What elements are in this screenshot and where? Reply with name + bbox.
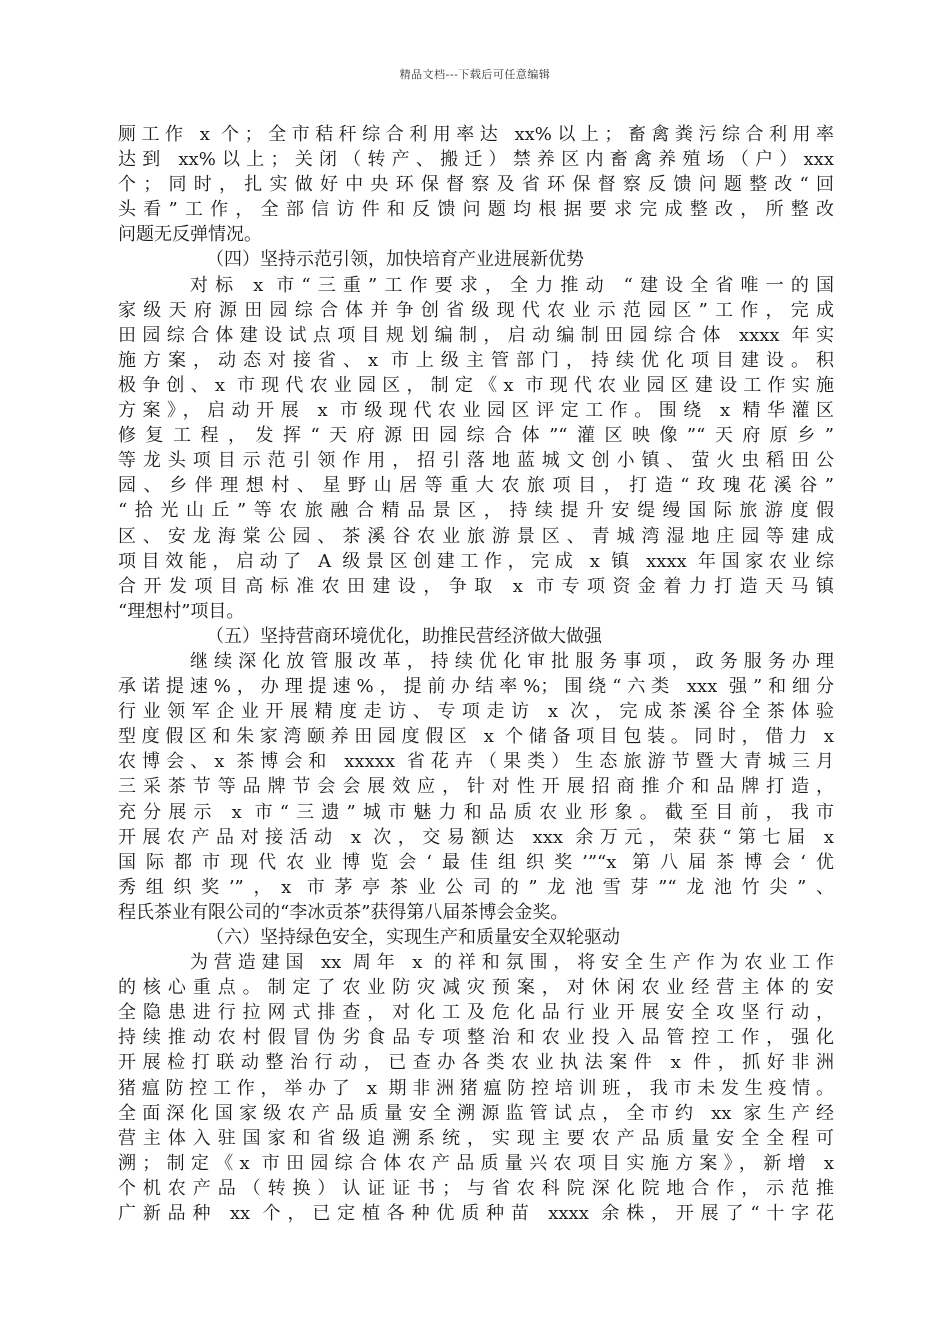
body-line: 修复工程，发挥“天府源田园综合体”“灌区映像”“天府原乡” <box>118 425 834 447</box>
body-line: 充分展示 x 市“三遗”城市魅力和品质农业形象。截至目前，我市 <box>118 801 834 823</box>
body-line: 继续深化放管服改革，持续优化审批服务事项，政务服务办理 <box>190 650 834 672</box>
body-line: 营主体入驻国家和省级追溯系统，实现主要农产品质量安全全程可 <box>118 1127 834 1149</box>
body-line: 项目效能，启动了 A 级景区创建工作，完成 x 镇 xxxx 年国家农业综 <box>118 550 834 572</box>
body-line: 型度假区和朱家湾颐养田园度假区 x 个储备项目包装。同时，借力 x <box>118 726 834 748</box>
body-line: 持续推动农村假冒伪劣食品专项整治和农业投入品管控工作，强化 <box>118 1027 834 1049</box>
document-body <box>118 122 834 1226</box>
body-line: 开展农产品对接活动 x 次，交易额达 xxx 余万元，荣获“第七届 x <box>118 826 834 848</box>
body-line: 方案》，启动开展 x 市级现代农业园区评定工作。围绕 x 精华灌区 <box>118 400 834 422</box>
body-line: 对标 x 市“三重”工作要求，全力推动 “建设全省唯一的国 <box>190 274 834 296</box>
body-line: 田园综合体建设试点项目规划编制，启动编制田园综合体 xxxx 年实 <box>118 324 834 346</box>
body-line: 三采茶节等品牌节会会展效应，针对性开展招商推介和品牌打造， <box>118 776 834 798</box>
body-line: “拾光山丘”等农旅融合精品景区，持续提升安缇缦国际旅游度假 <box>118 500 834 522</box>
body-line: 区、安龙海棠公园、茶溪谷农业旅游景区、青城湾湿地庄园等建成 <box>118 525 834 547</box>
body-line: 为营造建国 xx 周年 x 的祥和氛围，将安全生产作为农业工作 <box>190 952 834 974</box>
body-line: 头看”工作，全部信访件和反馈问题均根据要求完成整改，所整改 <box>118 199 834 221</box>
body-line: 园、乡伴理想村、星野山居等重大农旅项目，打造“玫瑰花溪谷” <box>118 475 834 497</box>
page-header: 精品文档---下载后可任意编辑 <box>399 68 551 81</box>
body-line: 程氏茶业有限公司的“李冰贡茶”获得第八届茶博会金奖。 <box>118 901 569 923</box>
body-line: 个；同时，扎实做好中央环保督察及省环保督察反馈问题整改“回 <box>118 174 834 196</box>
section-heading: （四）坚持示范引领，加快培育产业进展新优势 <box>206 249 584 271</box>
section-heading: （五）坚持营商环境优化，助推民营经济做大做强 <box>206 625 602 647</box>
body-line: 溯；制定《x 市田园综合体农产品质量兴农项目实施方案》，新增 x <box>118 1152 834 1174</box>
body-line: 家级天府源田园综合体并争创省级现代农业示范园区”工作，完成 <box>118 299 834 321</box>
section-heading: （六）坚持绿色安全，实现生产和质量安全双轮驱动 <box>206 927 620 948</box>
body-line: 厕工作 x 个；全市秸秆综合利用率达 xx%以上；畜禽粪污综合利用率 <box>118 124 834 145</box>
body-line: 达到 xx%以上；关闭（转产、搬迁）禁养区内畜禽养殖场（户）xxx <box>118 149 834 171</box>
body-line: 开展检打联动整治行动，已查办各类农业执法案件 x 件，抓好非洲 <box>118 1052 834 1074</box>
body-line: 承诺提速%，办理提速%，提前办结率%；围绕“六类 xxx 强”和细分 <box>118 676 834 698</box>
body-line: 合开发项目高标准农田建设，争取 x 市专项资金着力打造天马镇 <box>118 575 834 597</box>
body-line: 的核心重点。制定了农业防灾减灾预案，对休闲农业经营主体的安 <box>118 977 834 999</box>
body-line: 农博会、x 茶博会和 xxxxx 省花卉（果类）生态旅游节暨大青城三月 <box>118 751 834 773</box>
body-line: 极争创、x 市现代农业园区，制定《x 市现代农业园区建设工作实施 <box>118 374 834 396</box>
body-line: 国际都市现代农业博览会‘最佳组织奖’”“x 第八届茶博会‘优 <box>118 851 834 873</box>
body-line: 个机农产品（转换）认证证书；与省农科院深化院地合作，示范推 <box>118 1177 834 1199</box>
body-line: 全面深化国家级农产品质量安全溯源监管试点，全市约 xx 家生产经 <box>118 1102 834 1124</box>
body-line: 施方案，动态对接省、x 市上级主管部门，持续优化项目建设。积 <box>118 349 834 371</box>
body-line: 问题无反弹情况。 <box>118 224 262 246</box>
body-line: 全隐患进行拉网式排查，对化工及危化品行业开展安全攻坚行动， <box>118 1002 834 1024</box>
body-line: 猪瘟防控工作，举办了 x 期非洲猪瘟防控培训班，我市未发生疫情。 <box>118 1077 834 1099</box>
body-line: 行业领军企业开展精度走访、专项走访 x 次，完成茶溪谷全茶体验 <box>118 701 834 723</box>
body-line: 等龙头项目示范引领作用，招引落地蓝城文创小镇、萤火虫稻田公 <box>118 450 834 472</box>
body-line: 秀组织奖’”，x 市茅亭茶业公司的”龙池雪芽”“龙池竹尖”、 <box>118 876 834 898</box>
body-line: 广新品种 xx 个，已定植各种优质种苗 xxxx 余株，开展了“十字花 <box>118 1203 834 1225</box>
body-line: “理想村”项目。 <box>118 600 245 622</box>
